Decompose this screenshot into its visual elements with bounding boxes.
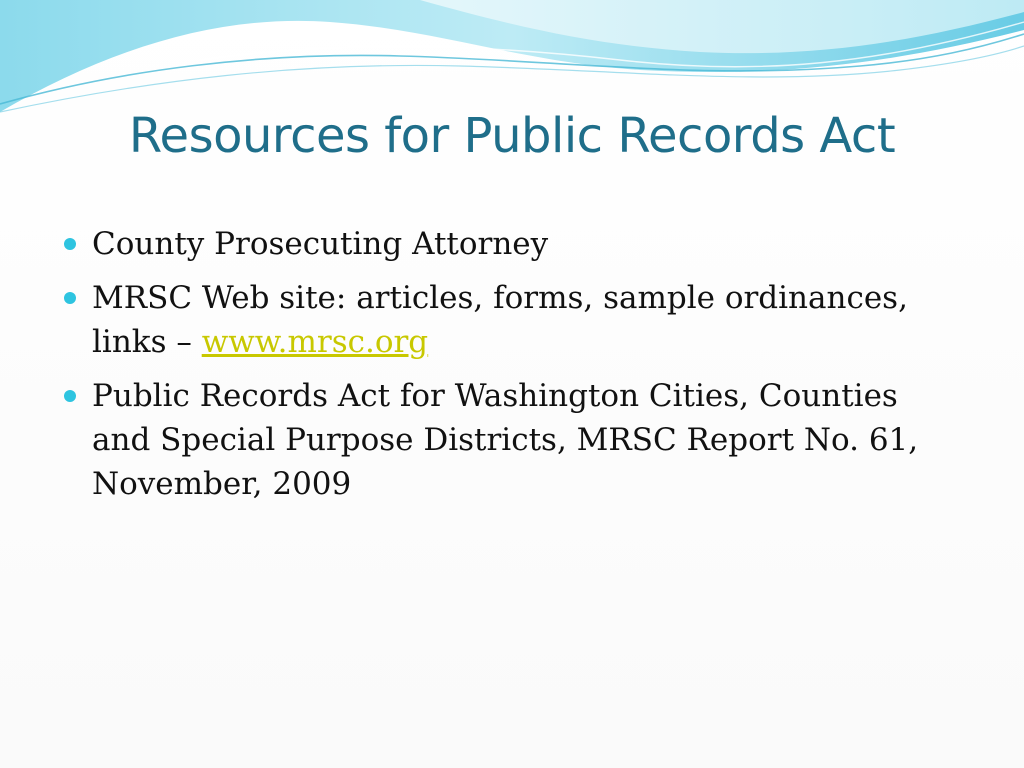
bullet-dot-icon: [64, 292, 76, 304]
bullet-item: [62, 276, 942, 364]
bullet-dot-icon: [64, 238, 76, 250]
bullet-dot-icon: [64, 390, 76, 402]
slide-title: Resources for Public Records Act: [128, 108, 896, 164]
bullet-text: MRSC Web site: articles, forms, sample ordinances, links –: [92, 280, 908, 360]
bullet-item: [62, 222, 942, 266]
mrsc-link[interactable]: www.mrsc.org: [201, 324, 429, 360]
bullet-item: [62, 374, 942, 506]
bullet-list: [62, 222, 942, 516]
bullet-text: County Prosecuting Attorney: [92, 226, 549, 262]
bullet-text: Public Records Act for Washington Cities, Counties and Special Purpose Districts, MRSC Report No. 61, November, 2009: [92, 378, 919, 502]
